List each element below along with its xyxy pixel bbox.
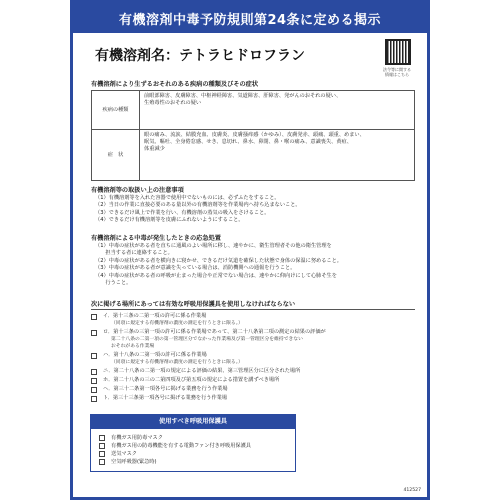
disease-type-row (92, 91, 414, 130)
product-code: 412527 (403, 488, 421, 493)
symptom-row (92, 130, 414, 180)
disease-type-head: 疾病の種類 (92, 91, 140, 129)
respirator-heading: 使用すべき呼吸用保護具 (91, 415, 295, 429)
checkbox[interactable] (91, 330, 97, 336)
sign-header-title: 有機溶剤中毒予防規則第24条に定める掲示 (118, 12, 382, 28)
checkbox[interactable] (99, 435, 105, 441)
respirator-box (90, 414, 296, 472)
qr-caption: 法令等に関する 情報はこちら (383, 67, 411, 77)
solvent-name-title: 有機溶剤名：テトラヒドロフラン (95, 48, 305, 64)
place-item-ro[interactable]: ロ．第十三条の三第一項の許可に係る作業場であって、第二十八条第二項の測定の結果の評価が 第二十八条の二第一項の第一管理区分でなかった作業場及び第一管理区分を維持できない おそれがある作業場 (91, 329, 419, 350)
symptom-head: 症 状 (92, 130, 140, 180)
checkbox[interactable] (99, 459, 105, 465)
handling-notes: （1）有機溶剤等を入れた容器で使用中でないものには、必ずふたをすること。 （2）当日の作業に直接必要のある量以外の有機溶剤等を作業場内へ持ち込まないこと。 （3）できるだけ風上で作業を行い、有機溶剤の蒸気の吸入をさけること。 （4）できるだけ有機溶剤等を皮膚にふれないようにすること。 (95, 195, 301, 224)
checkbox[interactable] (91, 353, 97, 359)
checkbox[interactable] (91, 378, 97, 384)
place-item-i[interactable]: イ．第十三条の二第一項の許可に係る作業場 （同項に規定する有機溶剤の濃度の測定を行うときに限る。） (91, 313, 419, 327)
checkbox[interactable] (99, 443, 105, 449)
section-handling-heading: 有機溶剤等の取扱い上の注意事項 (91, 187, 184, 194)
symptom-cell: 眼の痛み、流涙、結膜充血、皮膚炎、皮膚掻痒感（かゆみ）、皮膚発赤、頭痛、頭重、めまい、 眠気、嘔吐、全身倦怠感、せき、息切れ、鼻水、鼻閉、鼻・喉の痛み、意識喪失、黄疸、 体重減少 (144, 132, 365, 152)
checkbox[interactable] (91, 369, 97, 375)
section-disease-heading: 有機溶剤により生ずるおそれのある疾病の種類及びその症状 (91, 81, 259, 88)
disease-type-cell: 前眼部障害、皮膚障害、中枢神経障害、気道障害、肝障害、発がんのおそれの疑い、 生殖毒性のおそれの疑い (144, 93, 342, 106)
respirator-list (91, 429, 295, 471)
respirator-item-powered[interactable]: 有機ガス用の防毒機能を有する電動ファン付き呼吸用保護具 (99, 442, 287, 450)
title-row (73, 33, 427, 81)
section-respirator-places-heading: 次に掲げる場所にあっては有効な呼吸用保護具を使用しなければならない (91, 301, 296, 308)
respirator-item-air-line[interactable]: 送気マスク (99, 450, 287, 458)
place-item-ni[interactable]: ニ．第二十八条の二第一項の規定による評価の結果、第三管理区分に区分された場所 (91, 368, 419, 375)
place-item-ho[interactable]: ホ．第二十八条の三の二第四項及び第五項の規定による措置を講ずべき場所 (91, 377, 419, 384)
place-item-ha[interactable]: ハ．第十八条の二第一項の許可に係る作業場 （同項に規定する有機溶剤の濃度の測定を行うときに限る。） (91, 352, 419, 366)
checkbox[interactable] (99, 451, 105, 457)
section-first-aid-heading: 有機溶剤による中毒が発生したときの応急処置 (91, 235, 221, 242)
section-divider (91, 309, 415, 310)
place-item-he[interactable]: ヘ．第三十二条第一項各号に掲げる業務を行う作業場 (91, 386, 419, 393)
respirator-item-gas-mask[interactable]: 有機ガス用防毒マスク (99, 434, 287, 442)
respirator-item-scba[interactable]: 空気呼吸器(緊急時) (99, 458, 287, 466)
sign-header (73, 3, 427, 33)
checkbox[interactable] (91, 387, 97, 393)
checkbox[interactable] (91, 314, 97, 320)
checkbox[interactable] (91, 396, 97, 402)
qr-code-icon[interactable] (385, 39, 411, 65)
respirator-places-list (91, 313, 419, 404)
place-item-to[interactable]: ト．第三十三条第一項各号に掲げる業務を行う作業場 (91, 395, 419, 402)
disease-table (91, 90, 415, 181)
first-aid-notes: （1）中毒の症状がある者を直ちに通風のよい場所に移し、速やかに、衛生管理者その他の衛生管理を 担当する者に連絡すること。 （2）中毒の症状がある者を横向きに寝かせ、できるだけ気道を確保した状態で身体の保温に努めること。 （3）中毒の症状がある者が意識を失っている場合は、消防機関への通報を行うこと。 （4）中毒の症状がある者の呼吸が止まった場合や正常でない場合は、速やかに仰向けにして心肺そ生を 行うこと。 (95, 243, 342, 287)
